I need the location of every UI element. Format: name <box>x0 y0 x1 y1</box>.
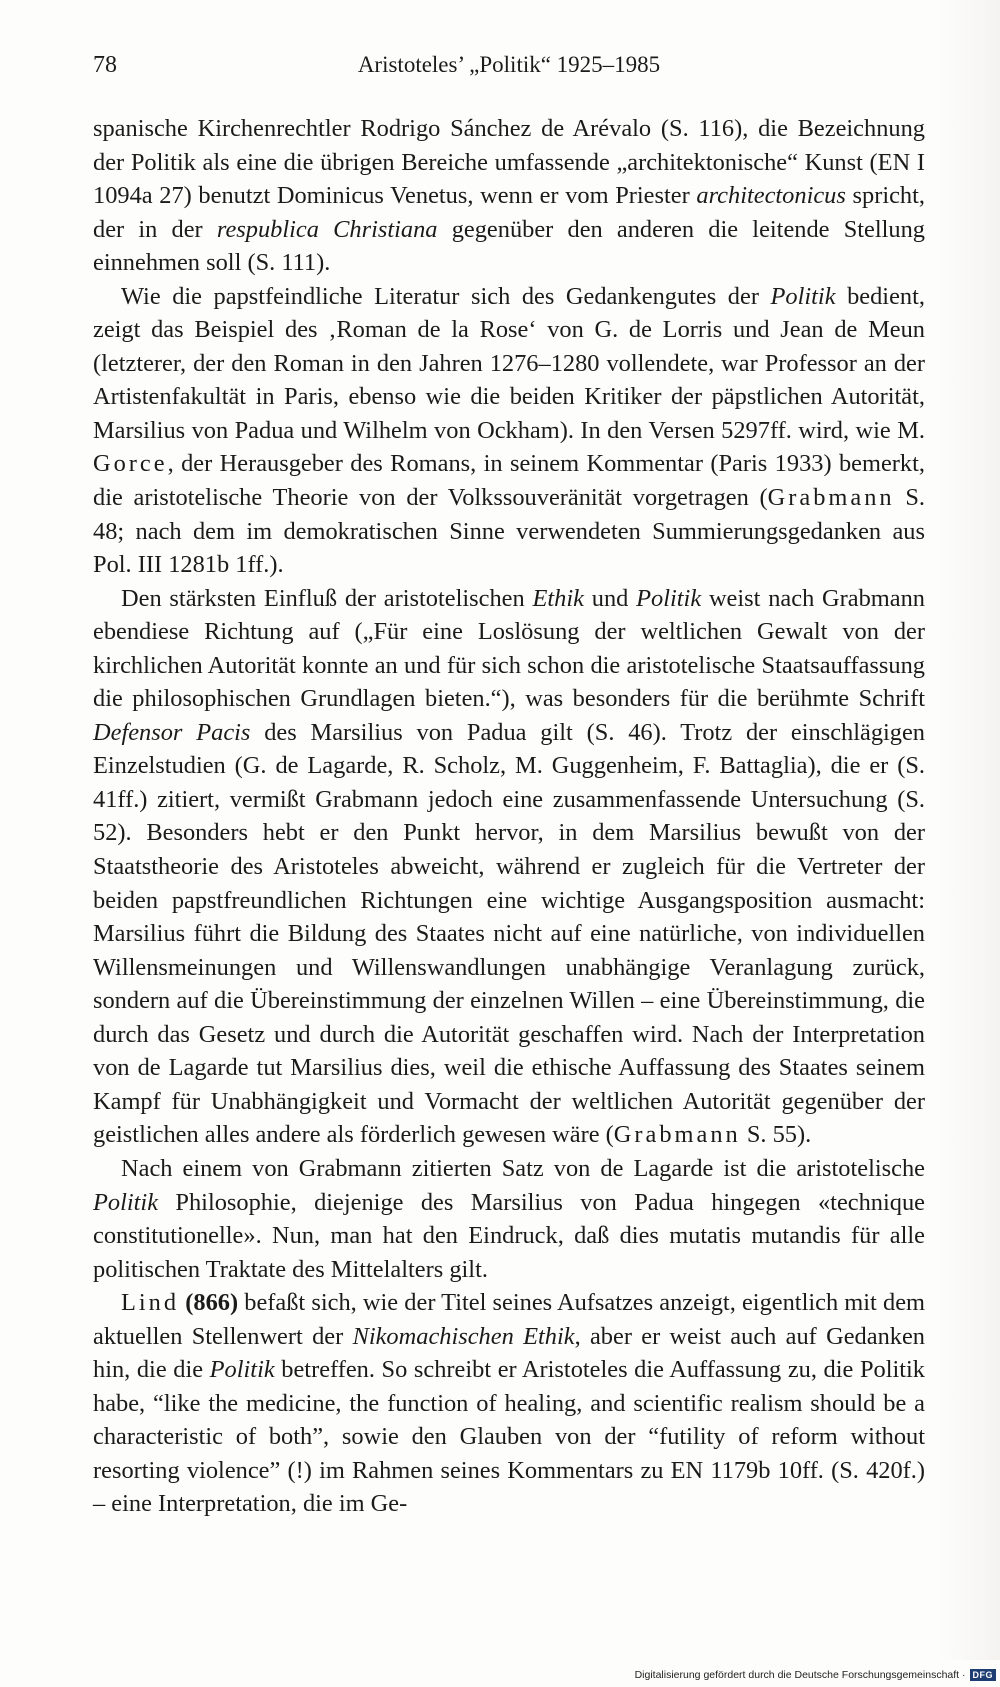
text-italic: Politik <box>636 584 702 612</box>
paragraph <box>93 1152 925 1286</box>
page-edge-shadow <box>940 0 1000 1660</box>
text-run: gegenüber den anderen die leitende Stellung einnehmen soll (S. 111). <box>93 215 925 277</box>
text-run: , aber er weist auch auf Gedanken hin, die die <box>93 1322 925 1384</box>
footer-credit: Digitalisierung gefördert durch die Deutsche Forschungsgemeinschaft · <box>634 1669 966 1681</box>
body-text <box>93 112 925 1521</box>
text-italic: architectonicus <box>696 182 846 210</box>
paragraph <box>93 582 925 1152</box>
text-run: spanische Kirchenrechtler Rodrigo Sánchez de Arévalo (S. 116), die Bezeichnung der Politik als eine die übrigen Bereiche umfassende „architektonische“ Kunst (EN I 1094a 27) benutzt Dominicus Venetus, wenn er vom Priester <box>93 115 925 210</box>
dfg-logo-icon: DFG <box>970 1669 997 1681</box>
page-number: 78 <box>93 52 117 78</box>
digitization-footer <box>635 1669 996 1681</box>
text-italic: Nikomachischen Ethik <box>352 1322 575 1350</box>
text-run: bedient, zeigt das Beispiel des ‚Roman de la Rose‘ von G. de Lorris und Jean de Meun (letzterer, der den Roman in den Jahren 1276–1280 vollendete, war Professor an der Artistenfakultät in Paris, ebenso wie die beiden Kritiker der päpstlichen Autorität, Marsilius von Padua und Wilhelm von Ockham). In den Versen 5297ff. wird, wie M. <box>93 282 925 444</box>
text-italic: Ethik <box>532 584 584 612</box>
text-run: S. 55). <box>740 1121 812 1149</box>
text-italic: Politik <box>770 282 836 310</box>
text-spaced: Grabmann <box>767 484 895 512</box>
text-run: Den stärksten Einfluß der aristotelischen <box>121 584 533 612</box>
text-run: und <box>583 584 637 612</box>
text-italic: Politik <box>93 1188 159 1216</box>
text-run: betreffen. So schreibt er Aristoteles die Auffassung zu, die Politik habe, “like the medicine, the function of healing, and scientific realism should be a characteristic of both”, sowie den Glauben von der “futility of reform without resorting violence” (!) im Rahmen seines Kommentars zu EN 1179b 10ff. (S. 420f.) – eine Interpretation, die im Ge- <box>93 1356 926 1518</box>
text-run: Wie die papstfeindliche Literatur sich des Gedankengutes der <box>121 282 771 310</box>
text-run: , der Herausgeber des Romans, in seinem Kommentar (Paris 1933) bemerkt, die aristotelische Theorie von der Volkssouveränität vorgetragen ( <box>93 450 925 512</box>
paragraph <box>93 112 925 280</box>
text-run: befaßt sich, wie der Titel seines Aufsatzes anzeigt, eigentlich mit dem aktuellen Stellenwert der <box>93 1289 925 1350</box>
text-run: Philosophie, diejenige des Marsilius von Padua hingegen «technique constitutionelle». Nun, man hat den Eindruck, daß dies mutatis mutandis für alle politischen Traktate des Mittelalters gilt. <box>93 1188 925 1283</box>
text-italic: respublica Christiana <box>216 215 438 243</box>
text-run: Nach einem von Grabmann zitierten Satz von de Lagarde ist die aristotelische <box>121 1154 925 1182</box>
paragraph <box>93 280 925 582</box>
text-spaced: Gorce <box>93 450 168 478</box>
text-italic: Politik <box>209 1356 275 1384</box>
paragraph <box>93 1286 925 1521</box>
page-header <box>93 52 925 88</box>
text-bold: (866) <box>185 1289 239 1317</box>
text-italic: Defensor Pacis <box>93 718 251 746</box>
text-spaced: Grabmann <box>613 1121 741 1149</box>
text-run: S. 48; nach dem im demokratischen Sinne verwendeten Summierungsgedanken aus Pol. III 1281b 1ff.). <box>93 484 926 579</box>
text-spaced: Lind <box>121 1289 180 1317</box>
text-run: des Marsilius von Padua gilt (S. 46). Trotz der einschlägigen Einzelstudien (G. de Lagarde, R. Scholz, M. Guggenheim, F. Battaglia), die er (S. 41ff.) zitiert, vermißt Grabmann jedoch eine zusammenfassende Untersuchung (S. 52). Besonders hebt er den Punkt hervor, in dem Marsilius bewußt von der Staatstheorie des Aristoteles abweicht, während er zugleich für die Vertreter der beiden papstfreundlichen Richtungen eine wichtige Ausgangsposition ausmacht: Marsilius führt die Bildung des Staates nicht auf eine natürliche, von individuellen Willensmeinungen und Willenswandlungen unabhängige Veranlagung zurück, sondern auf die Übereinstimmung der einzelnen Willen – eine Übereinstimmung, die durch das Gesetz und durch die Autorität geschaffen wird. Nach der Interpretation von de Lagarde tut Marsilius dies, weil die ethische Auffassung des Staates seinem Kampf für Unabhängigkeit und Vormacht der weltlichen Autorität gegenüber der geistlichen alles andere als förderlich gewesen wäre ( <box>93 718 926 1149</box>
text-run: spricht, der in der <box>93 182 925 243</box>
running-title: Aristoteles’ „Politik“ 1925–1985 <box>357 52 661 77</box>
text-run: weist nach Grabmann ebendiese Richtung auf („Für eine Loslösung der weltlichen Gewalt von der kirchlichen Autorität konnte an und für sich schon die aristotelische Staatsauffassung die philosophischen Grundlagen bieten.“), was besonders für die berühmte Schrift <box>93 584 925 713</box>
